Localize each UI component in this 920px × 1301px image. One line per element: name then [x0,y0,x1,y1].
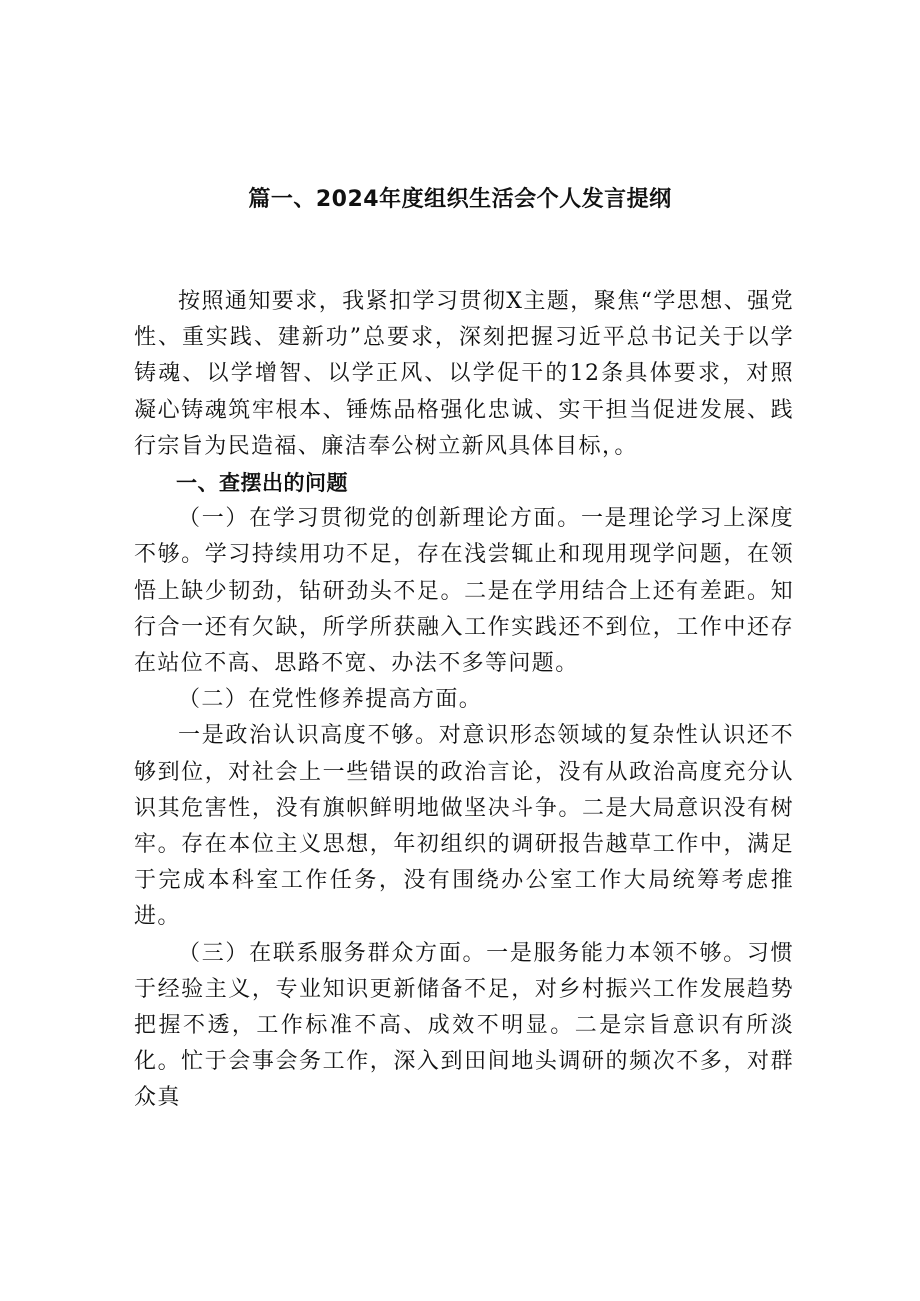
document-title: 篇一、2024年度组织生活会个人发言提纲 [248,187,672,212]
paragraph-service: （三）在联系服务群众方面。一是服务能力本领不够。习惯于经验主义，专业知识更新储备不足，对乡村振兴工作发展趋势把握不透，工作标准不高、成效不明显。二是宗旨意识有所淡化。忙于会事会务工作，深入到田间地头调研的频次不多，对群众真 [134,940,794,1111]
intro-paragraph: 按照通知要求，我紧扣学习贯彻X主题，聚焦“学思想、强党性、重实践、建新功”总要求，深刻把握习近平总书记关于以学铸魂、以学增智、以学正风、以学促干的12条具体要求，对照凝心铸魂筑牢根本、锤炼品格强化忠诚、实干担当促进发展、践行宗旨为民造福、廉洁奉公树立新风具体目标，。 [134,289,794,459]
section-heading: 一、查摆出的问题 [176,471,348,496]
paragraph-party-spirit: （二）在党性修养提高方面。 [178,687,483,713]
paragraph-study: （一）在学习贯彻党的创新理论方面。一是理论学习上深度不够。学习持续用功不足，存在浅尝辄止和现用现学问题，在领悟上缺少韧劲，钻研劲头不足。二是在学用结合上还有差距。知行合一还有欠缺，所学所获融入工作实践还不到位，工作中还存在站位不高、思路不宽、办法不多等问题。 [134,506,794,677]
paragraph-political: 一是政治认识高度不够。对意识形态领域的复杂性认识还不够到位，对社会上一些错误的政治言论，没有从政治高度充分认识其危害性，没有旗帜鲜明地做坚决斗争。二是大局意识没有树牢。存在本位主义思想，年初组织的调研报告越草工作中，满足于完成本科室工作任务，没有围绕办公室工作大局统筹考虑推进。 [134,723,794,930]
document-body [134,284,794,1117]
